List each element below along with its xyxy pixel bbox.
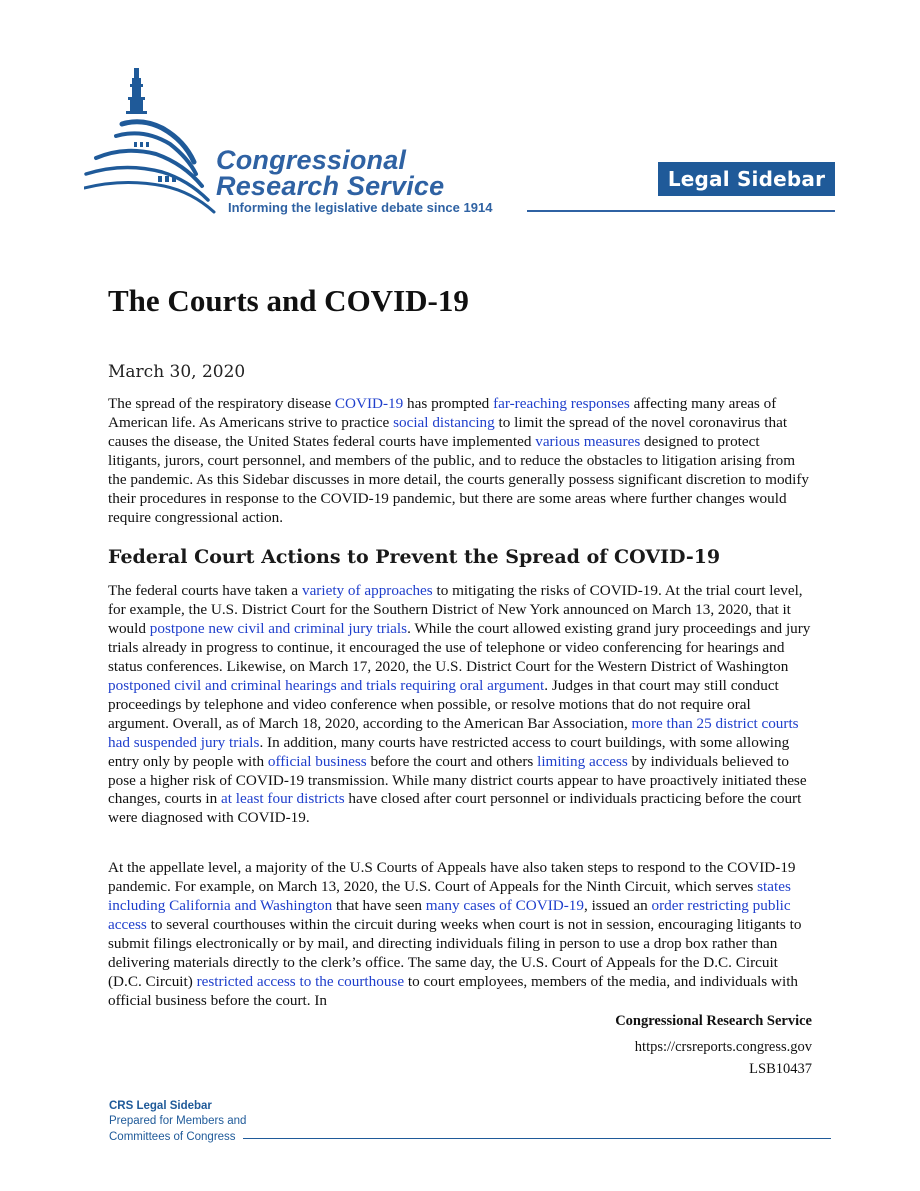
paragraph-text: At the appellate level, a majority of the U.S Courts of Appeals have also taken steps to respond to the COVID-19 pandemic. For example, on March 13, 2020, the U.S. Court of Appeals for the Ninth Circuit, which serves — [108, 859, 796, 895]
paragraph-text: before the court and others — [366, 752, 538, 770]
inline-link[interactable]: variety of approaches — [301, 582, 433, 599]
inline-link[interactable]: social distancing — [393, 413, 495, 431]
inline-link[interactable]: states including California and Washington — [108, 877, 791, 914]
paragraph-text: by individuals believed to pose a higher risk of COVID-19 transmission. While many district courts appear to have proactively initiated these changes, courts in — [108, 752, 807, 808]
capitol-dome-icon — [84, 62, 224, 222]
header-divider — [527, 210, 835, 212]
paragraph-text: . Judges in that court may still conduct proceedings by telephone and video conference when possible, or resolve motions that do not require oral argument. Overall, as of March 18, 2020, according to the American Bar Association, — [108, 676, 779, 732]
paragraph-text: to mitigating the risks of COVID-19. At the trial court level, for example, the U.S. District Court for the Southern District of New York announced on March 13, 2020, that it would — [108, 582, 803, 637]
paragraph-text: , issued an — [583, 896, 652, 914]
paragraph-text: . While the court allowed existing grand jury proceedings and jury trials already in progress to continue, it encouraged the use of telephone or video conferencing for hearings and status conferences. Likewise, on March 17, 2020, the U.S. District Court for the Western District of Washington — [108, 619, 811, 675]
footer-series: CRS Legal Sidebar — [109, 1100, 212, 1112]
footer-committees: Committees of Congress — [109, 1131, 236, 1143]
inline-link[interactable]: restricted access to the courthouse — [196, 972, 405, 990]
inline-link[interactable]: COVID-19 — [334, 395, 404, 412]
paragraph-text: affecting many areas of American life. As Americans strive to practice — [108, 395, 777, 431]
inline-link[interactable]: official business — [267, 752, 367, 770]
paragraph-text: designed to protect litigants, jurors, court personnel, and members of the public, and to reduce the obstacles to litigation arising from the pandemic. As this Sidebar discusses in more detail, the courts generally possess significant discretion to modify their procedures in response to the COVID-19 pandemic, but there are some areas where further changes would require congressional action. — [108, 432, 810, 526]
inline-link[interactable]: postponed civil and criminal hearings and trials requiring oral argument — [108, 676, 545, 694]
org-name-line1: Congressional — [216, 145, 407, 175]
inline-link[interactable]: far-reaching responses — [493, 395, 630, 412]
paragraph-text: . In addition, many courts have restricted access to court buildings, with some allowing entry only by people with — [108, 733, 790, 770]
inline-link[interactable]: many cases of COVID-19 — [425, 896, 584, 914]
org-name-line2: Research Service — [216, 171, 445, 201]
paragraph-text: The federal courts have taken a — [108, 582, 302, 599]
inline-link[interactable]: various measures — [535, 432, 641, 450]
paragraph-text: to limit the spread of the novel coronavirus that causes the disease, the United States federal courts have implemented — [108, 413, 788, 450]
inline-link[interactable]: more than 25 district courts had suspended jury trials — [108, 714, 799, 751]
paragraph-text: The spread of the respiratory disease — [108, 395, 335, 412]
paragraph-text: to court employees, members of the media, and individuals with official business before the court. In — [108, 972, 799, 1009]
publication-date: March 30, 2020 — [108, 362, 246, 382]
report-url[interactable]: https://crsreports.congress.gov — [634, 1039, 812, 1055]
intro-paragraph — [108, 395, 812, 528]
report-code: LSB10437 — [749, 1061, 812, 1077]
paragraph-text: has prompted — [403, 395, 494, 412]
paragraph-text: that have seen — [332, 896, 426, 914]
paragraph-text: to several courthouses within the circuit during weeks when court is not in session, encouraging litigants to submit filings electronically or by mail, and directing individuals filing in person to use a drop box rather than delivering materials directly to the clerk’s office. The same day, the U.S. Court of Appeals for the D.C. Circuit (D.C. Circuit) — [108, 915, 802, 990]
inline-link[interactable]: limiting access — [537, 752, 628, 770]
legal-sidebar-badge: Legal Sidebar — [658, 162, 835, 196]
inline-link[interactable]: postpone new civil and criminal jury trials — [149, 619, 408, 637]
paragraph-text: have closed after court personnel or individuals practicing before the court were diagnosed with COVID-19. — [108, 790, 802, 827]
appellate-paragraph — [108, 859, 812, 1011]
footer-prepared-for: Prepared for Members and — [109, 1115, 247, 1127]
footer-divider — [243, 1138, 831, 1139]
section-heading: Federal Court Actions to Prevent the Spread of COVID-19 — [108, 546, 721, 568]
trial-court-paragraph — [108, 582, 812, 828]
inline-link[interactable]: at least four districts — [221, 790, 345, 808]
inline-link[interactable]: order restricting public access — [108, 896, 791, 933]
report-org: Congressional Research Service — [615, 1013, 812, 1029]
page-title: The Courts and COVID-19 — [108, 283, 469, 318]
tagline: Informing the legislative debate since 1914 — [228, 200, 493, 215]
